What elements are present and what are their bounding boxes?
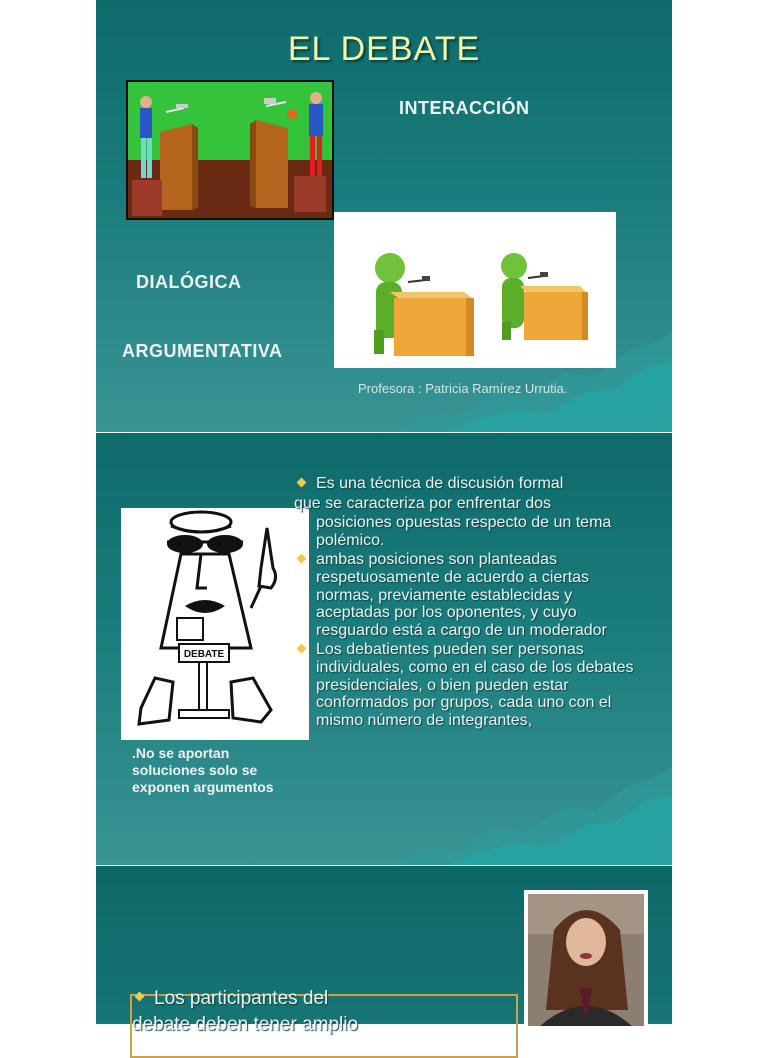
definition-bullets [294,475,644,731]
bullet-text: Los participantes del [154,988,329,1009]
figures-at-podiums-image [334,212,616,368]
bullet-text: posiciones opuestas respecto de un tema polémico. [316,514,612,549]
no-solutions-note: .No se aportan soluciones solo se exponen argumentos [132,745,274,795]
slide-3 [96,866,672,1035]
bullet-text: que se caracteriza por enfrentar dos [294,494,552,512]
diamond-bullet-icon [297,644,307,654]
slide-2 [96,433,672,865]
bullet-continuation-indented [294,514,644,549]
teacher-credit: Profesora : Patricia Ramírez Urrutia. [358,381,568,396]
label-argumentativa: ARGUMENTATIVA [122,341,283,361]
page-title: EL DEBATE [287,30,481,68]
slide-1 [96,0,672,432]
debate-sign-label: DEBATE [183,649,225,660]
diamond-bullet-icon [297,478,307,488]
diamond-bullet-icon [135,992,145,1002]
bullet-continuation [294,495,644,513]
bullet-item [294,551,644,639]
bullet-item [294,475,644,493]
participants-bullet [132,986,512,1038]
bullet-text: ambas posiciones son planteadas respetuosamente de acuerdo a ciertas normas, previamente establecidas y aceptadas por los oponentes, y cuyo resguardo está a cargo de un moderador [316,551,607,639]
label-interaccion: INTERACCIÓN [399,98,530,118]
debaters-illustration [126,80,334,220]
student-speaking-photo [524,890,648,1030]
bullet-text: Los debatientes pueden ser personas individuales, como en el caso de los debates presidenciales, o bien pueden estar conformados por grupos, cada uno con el mismo número de integrantes, [316,641,634,729]
document [96,0,672,1035]
label-dialogica: DIALÓGICA [136,272,242,292]
bullet-item [132,986,512,1012]
bullet-item [294,641,644,729]
bullet-text-line: debate deben tener amplio [132,1014,359,1035]
diamond-bullet-icon [297,554,307,564]
bullet-text: Es una técnica de discusión formal [316,475,564,492]
cartoon-debater-image [121,508,309,740]
